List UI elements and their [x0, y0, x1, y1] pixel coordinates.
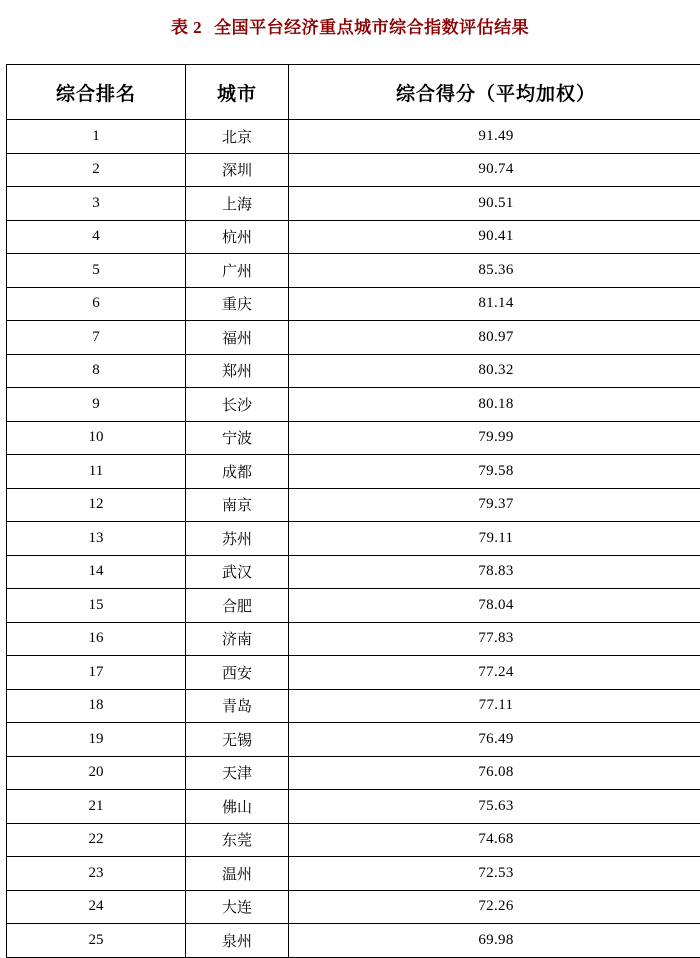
cell-city: 西安 — [186, 656, 289, 690]
table-row — [7, 321, 700, 355]
table-row — [7, 354, 700, 388]
cell-city: 温州 — [186, 857, 289, 891]
cell-rank: 14 — [7, 555, 186, 589]
cell-city: 深圳 — [186, 153, 289, 187]
cell-score: 77.24 — [289, 656, 700, 690]
cell-rank: 22 — [7, 823, 186, 857]
cell-city: 无锡 — [186, 723, 289, 757]
cell-rank: 13 — [7, 522, 186, 556]
table-row — [7, 723, 700, 757]
table-body — [7, 120, 700, 958]
cell-score: 80.18 — [289, 388, 700, 422]
cell-city: 北京 — [186, 120, 289, 154]
column-header-rank: 综合排名 — [7, 65, 186, 120]
table-row — [7, 220, 700, 254]
cell-city: 苏州 — [186, 522, 289, 556]
cell-rank: 7 — [7, 321, 186, 355]
table-row — [7, 622, 700, 656]
table-row — [7, 488, 700, 522]
cell-score: 72.26 — [289, 890, 700, 924]
table-row — [7, 421, 700, 455]
cell-score: 79.11 — [289, 522, 700, 556]
table-row — [7, 555, 700, 589]
cell-city: 合肥 — [186, 589, 289, 623]
table-title-label: 表 2 — [171, 18, 202, 37]
cell-score: 69.98 — [289, 924, 700, 958]
cell-city: 成都 — [186, 455, 289, 489]
cell-city: 天津 — [186, 756, 289, 790]
table-row — [7, 790, 700, 824]
cell-rank: 20 — [7, 756, 186, 790]
cell-city: 东莞 — [186, 823, 289, 857]
cell-rank: 6 — [7, 287, 186, 321]
table-row — [7, 187, 700, 221]
table-row — [7, 890, 700, 924]
cell-rank: 25 — [7, 924, 186, 958]
cell-score: 76.08 — [289, 756, 700, 790]
cell-city: 南京 — [186, 488, 289, 522]
cell-score: 81.14 — [289, 287, 700, 321]
cell-score: 90.74 — [289, 153, 700, 187]
cell-score: 79.99 — [289, 421, 700, 455]
table-row — [7, 857, 700, 891]
column-header-score: 综合得分（平均加权） — [289, 65, 700, 120]
table-row — [7, 756, 700, 790]
cell-city: 重庆 — [186, 287, 289, 321]
cell-score: 75.63 — [289, 790, 700, 824]
cell-city: 郑州 — [186, 354, 289, 388]
cell-rank: 21 — [7, 790, 186, 824]
cell-rank: 16 — [7, 622, 186, 656]
cell-rank: 8 — [7, 354, 186, 388]
cell-rank: 3 — [7, 187, 186, 221]
cell-rank: 12 — [7, 488, 186, 522]
table-header — [7, 65, 700, 120]
cell-city: 宁波 — [186, 421, 289, 455]
table-row — [7, 689, 700, 723]
cell-score: 80.97 — [289, 321, 700, 355]
cell-score: 78.83 — [289, 555, 700, 589]
cell-city: 济南 — [186, 622, 289, 656]
cell-city: 武汉 — [186, 555, 289, 589]
table-row — [7, 287, 700, 321]
cell-score: 91.49 — [289, 120, 700, 154]
cell-score: 78.04 — [289, 589, 700, 623]
cell-city: 杭州 — [186, 220, 289, 254]
cell-city: 泉州 — [186, 924, 289, 958]
cell-rank: 4 — [7, 220, 186, 254]
table-row — [7, 924, 700, 958]
cell-city: 大连 — [186, 890, 289, 924]
cell-rank: 15 — [7, 589, 186, 623]
table-container — [6, 64, 694, 958]
cell-rank: 9 — [7, 388, 186, 422]
cell-rank: 19 — [7, 723, 186, 757]
cell-rank: 17 — [7, 656, 186, 690]
table-row — [7, 589, 700, 623]
table-row — [7, 455, 700, 489]
cell-city: 福州 — [186, 321, 289, 355]
table-row — [7, 823, 700, 857]
cell-score: 74.68 — [289, 823, 700, 857]
table-row — [7, 656, 700, 690]
table-row — [7, 254, 700, 288]
cell-score: 72.53 — [289, 857, 700, 891]
cell-rank: 10 — [7, 421, 186, 455]
cell-score: 90.51 — [289, 187, 700, 221]
cell-score: 76.49 — [289, 723, 700, 757]
cell-city: 广州 — [186, 254, 289, 288]
cell-rank: 2 — [7, 153, 186, 187]
table-row — [7, 153, 700, 187]
cell-city: 佛山 — [186, 790, 289, 824]
table-row — [7, 120, 700, 154]
cell-rank: 18 — [7, 689, 186, 723]
cell-score: 79.37 — [289, 488, 700, 522]
cell-score: 77.11 — [289, 689, 700, 723]
cell-rank: 24 — [7, 890, 186, 924]
cell-score: 90.41 — [289, 220, 700, 254]
cell-rank: 1 — [7, 120, 186, 154]
cell-city: 长沙 — [186, 388, 289, 422]
cell-score: 77.83 — [289, 622, 700, 656]
table-title-text: 全国平台经济重点城市综合指数评估结果 — [214, 18, 529, 37]
cell-rank: 5 — [7, 254, 186, 288]
cell-city: 青岛 — [186, 689, 289, 723]
cell-rank: 11 — [7, 455, 186, 489]
table-row — [7, 522, 700, 556]
table-row — [7, 388, 700, 422]
column-header-city: 城市 — [186, 65, 289, 120]
table-title — [0, 0, 700, 38]
cell-score: 80.32 — [289, 354, 700, 388]
table-header-row — [7, 65, 700, 120]
cell-rank: 23 — [7, 857, 186, 891]
city-index-table — [6, 64, 700, 958]
cell-city: 上海 — [186, 187, 289, 221]
cell-score: 79.58 — [289, 455, 700, 489]
cell-score: 85.36 — [289, 254, 700, 288]
